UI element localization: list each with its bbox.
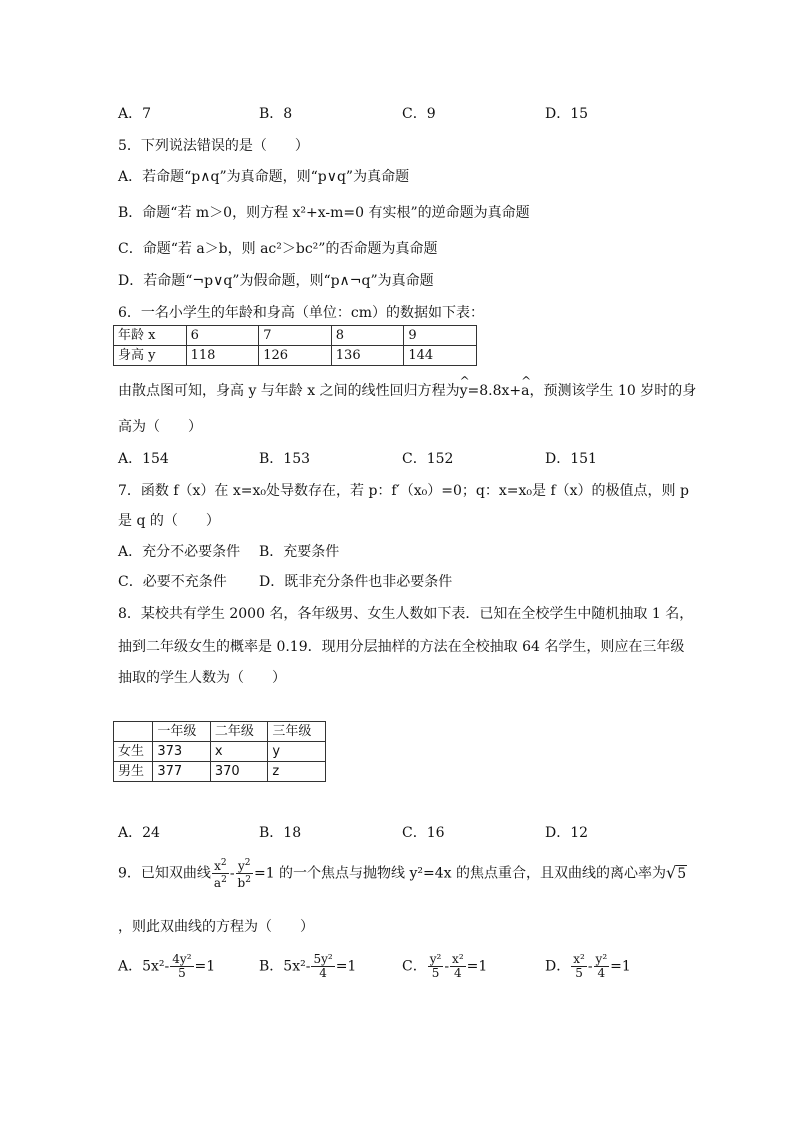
q8-option-a: A．24 [118, 825, 160, 841]
table-cell: 7 [259, 326, 332, 346]
q7-option-d: D．既非充分条件也非必要条件 [259, 574, 453, 590]
table-row [114, 326, 477, 346]
table-row [114, 722, 326, 742]
q6-stem: 6．一名小学生的年龄和身高（单位：cm）的数据如下表： [118, 305, 485, 321]
q5-stem: 5．下列说法错误的是（ ） [118, 138, 309, 154]
q6-option-c: C．152 [402, 451, 454, 467]
table-cell: 6 [186, 326, 259, 346]
q5-option-c: C．命题“若 a＞b，则 ac²＞bc²”的否命题为真命题 [118, 241, 438, 257]
q7-stem-line2: 是 q 的（ ） [118, 513, 220, 529]
q8-option-d: D．12 [545, 825, 589, 841]
table-cell: 118 [186, 346, 259, 366]
q8-stem-line1: 8．某校共有学生 2000 名，各年级男、女生人数如下表．已知在全校学生中随机抽取 1 名， [118, 606, 694, 622]
table-cell: x [210, 742, 268, 762]
q8-stem-line3: 抽取的学生人数为（ ） [118, 670, 286, 686]
table-cell: 136 [331, 346, 404, 366]
q8-options [118, 822, 678, 842]
q9-option-c: C． $\frac{\text{y²}}{5}$ - $\frac{\text{x²}}{4}$ =1 [402, 952, 488, 980]
q7-option-b: B．充要条件 [259, 544, 340, 560]
table-header-cell: 三年级 [268, 722, 326, 742]
q5-option-a: A．若命题“p∧q”为真命题，则“p∨q”为真命题 [118, 169, 410, 185]
table-cell: 女生 [114, 742, 153, 762]
table-cell: 身高 y [114, 346, 187, 366]
table-row [114, 762, 326, 782]
q6-data-table [113, 325, 477, 366]
q9-stem-line1: 9．已知双曲线 $\frac{x^2}{a^2}$ - $\frac{y^2}{b^2}$ =1 的一个焦点与抛物线 y²=4x 的焦点重合，且双曲线的离心率为√5 [118, 858, 687, 890]
table-cell: 373 [153, 742, 211, 762]
q6-option-d: D．151 [545, 451, 597, 467]
q5-option-b: B．命题“若 m＞0，则方程 x²+x-m=0 有实根”的逆命题为真命题 [118, 205, 530, 221]
table-cell: 126 [259, 346, 332, 366]
q6-option-b: B．153 [259, 451, 311, 467]
q8-option-c: C．16 [402, 825, 445, 841]
table-header-cell: 一年级 [153, 722, 211, 742]
q4-option-b: B．8 [259, 106, 293, 122]
table-cell: 370 [210, 762, 268, 782]
q8-option-b: B．18 [259, 825, 302, 841]
table-cell: y [268, 742, 326, 762]
q9-stem-line2: ，则此双曲线的方程为（ ） [118, 919, 314, 935]
sqrt-symbol: √5 [666, 862, 687, 882]
q8-stem-line2: 抽到二年级女生的概率是 0.19．现用分层抽样的方法在全校抽取 64 名学生，则应在三年级 [118, 639, 685, 655]
table-header-cell [114, 722, 153, 742]
q9-options [118, 953, 678, 993]
table-cell: 男生 [114, 762, 153, 782]
q7-options-row1 [118, 541, 678, 561]
q4-options [118, 103, 678, 123]
q9-option-b: B．5x²- $\frac{\text{5y²}}{4}$ =1 [259, 952, 357, 980]
q8-grade-table [113, 721, 326, 782]
q5-option-d: D．若命题“¬p∨q”为假命题，则“p∧¬q”为真命题 [118, 273, 434, 289]
q6-options [118, 448, 678, 468]
q7-option-a: A．充分不必要条件 [118, 544, 241, 560]
q7-option-c: C．必要不充条件 [118, 574, 227, 590]
fraction-y2-b2: $\frac{y^2}{b^2}$ [237, 858, 251, 890]
table-cell: 144 [404, 346, 477, 366]
q6-option-a: A．154 [118, 451, 169, 467]
q4-option-a: A．7 [118, 106, 152, 122]
table-header-cell: 二年级 [210, 722, 268, 742]
q9-option-a: A．5x²- $\frac{\text{4y²}}{5}$ =1 [118, 952, 216, 980]
table-cell: z [268, 762, 326, 782]
table-row [114, 742, 326, 762]
table-cell: 年龄 x [114, 326, 187, 346]
fraction-x2-a2: $\frac{x^2}{a^2}$ [213, 858, 227, 890]
q4-option-c: C．9 [402, 106, 436, 122]
table-row [114, 346, 477, 366]
q9-option-d: D． $\frac{\text{x²}}{5}$ - $\frac{\text{y²}}{4}$ =1 [545, 952, 631, 980]
table-cell: 377 [153, 762, 211, 782]
table-cell: 9 [404, 326, 477, 346]
q7-stem-line1: 7．函数 f（x）在 x=x₀处导数存在，若 p：f′（x₀）=0；q：x=x₀是 f（x）的极值点，则 p [118, 483, 689, 499]
q6-regression-line: 由散点图可知，身高 y 与年龄 x 之间的线性回归方程为^ y=8.8x+^ a，预测该学生 10 岁时的身 [118, 380, 696, 400]
table-cell: 8 [331, 326, 404, 346]
a-hat: ^ a [521, 383, 529, 399]
y-hat: ^ y [460, 383, 468, 399]
q7-options-row2 [118, 571, 678, 591]
q4-option-d: D．15 [545, 106, 589, 122]
q6-stem-end: 高为（ ） [118, 419, 202, 435]
